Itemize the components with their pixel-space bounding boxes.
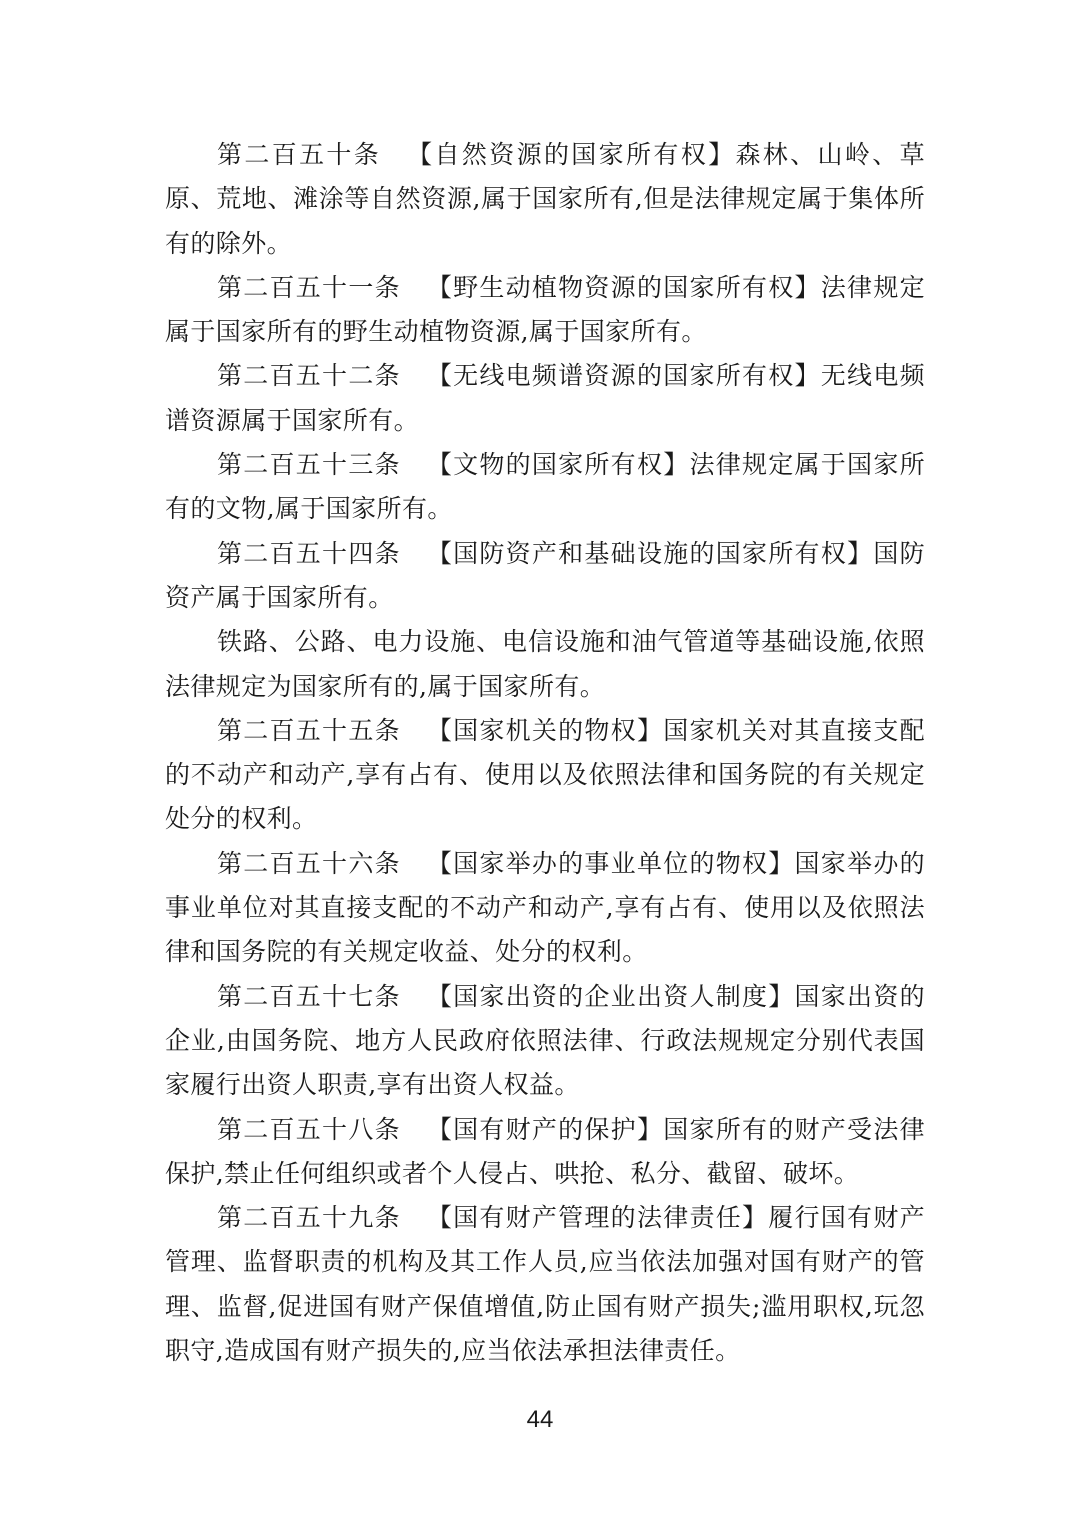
article-number: 第二百五十六条 [217, 848, 401, 878]
article-257 [165, 975, 925, 1108]
article-number: 第二百五十四条 [217, 538, 401, 568]
article-number: 第二百五十一条 [217, 272, 401, 302]
article-254 [165, 532, 925, 621]
article-number: 第二百五十七条 [217, 981, 401, 1011]
article-251 [165, 266, 925, 355]
article-number: 第二百五十九条 [217, 1203, 401, 1233]
article-text: 【无线电频谱资源的国家所有权】无线电频谱资源属于国家所有。 [165, 361, 925, 435]
article-259 [165, 1196, 925, 1373]
article-number: 第二百五十二条 [217, 361, 401, 391]
article-text: 【野生动植物资源的国家所有权】法律规定属于国家所有的野生动植物资源,属于国家所有。 [165, 272, 925, 347]
article-text: 【文物的国家所有权】法律规定属于国家所有的文物,属于国家所有。 [165, 450, 925, 524]
article-252 [165, 354, 925, 443]
article-text: 【国家出资的企业出资人制度】国家出资的企业,由国务院、地方人民政府依照法律、行政法规规定分别代表国家履行出资人职责,享有出资人权益。 [165, 981, 925, 1100]
article-250 [165, 133, 925, 266]
article-text: 【自然资源的国家所有权】森林、山岭、草原、荒地、滩涂等自然资源,属于国家所有,但是法律规定属于集体所有的除外。 [165, 140, 925, 258]
article-text: 【国有财产的保护】国家所有的财产受法律保护,禁止任何组织或者个人侵占、哄抢、私分、截留、破坏。 [165, 1114, 925, 1188]
article-256 [165, 842, 925, 975]
article-text: 【国家举办的事业单位的物权】国家举办的事业单位对其直接支配的不动产和动产,享有占有、使用以及依照法律和国务院的有关规定收益、处分的权利。 [165, 848, 925, 967]
article-text: 【国家机关的物权】国家机关对其直接支配的不动产和动产,享有占有、使用以及依照法律和国务院的有关规定处分的权利。 [165, 715, 925, 834]
article-text: 【国防资产和基础设施的国家所有权】国防资产属于国家所有。 [165, 538, 925, 612]
article-number: 第二百五十条 [217, 140, 382, 169]
article-text: 【国有财产管理的法律责任】履行国有财产管理、监督职责的机构及其工作人员,应当依法加强对国有财产的管理、监督,促进国有财产保值增值,防止国有财产损失;滥用职权,玩忽职守,造成国有财产损失的,应当依法承担法律责任。 [165, 1203, 925, 1366]
article-254-paragraph-2: 铁路、公路、电力设施、电信设施和油气管道等基础设施,依照法律规定为国家所有的,属于国家所有。 [165, 627, 925, 701]
article-number: 第二百五十三条 [217, 450, 401, 480]
document-body [165, 133, 925, 1373]
article-number: 第二百五十八条 [217, 1114, 401, 1144]
article-253 [165, 443, 925, 532]
article-255 [165, 709, 925, 842]
article-258 [165, 1108, 925, 1197]
article-number: 第二百五十五条 [217, 715, 401, 745]
page-number: 44 [526, 1406, 554, 1433]
